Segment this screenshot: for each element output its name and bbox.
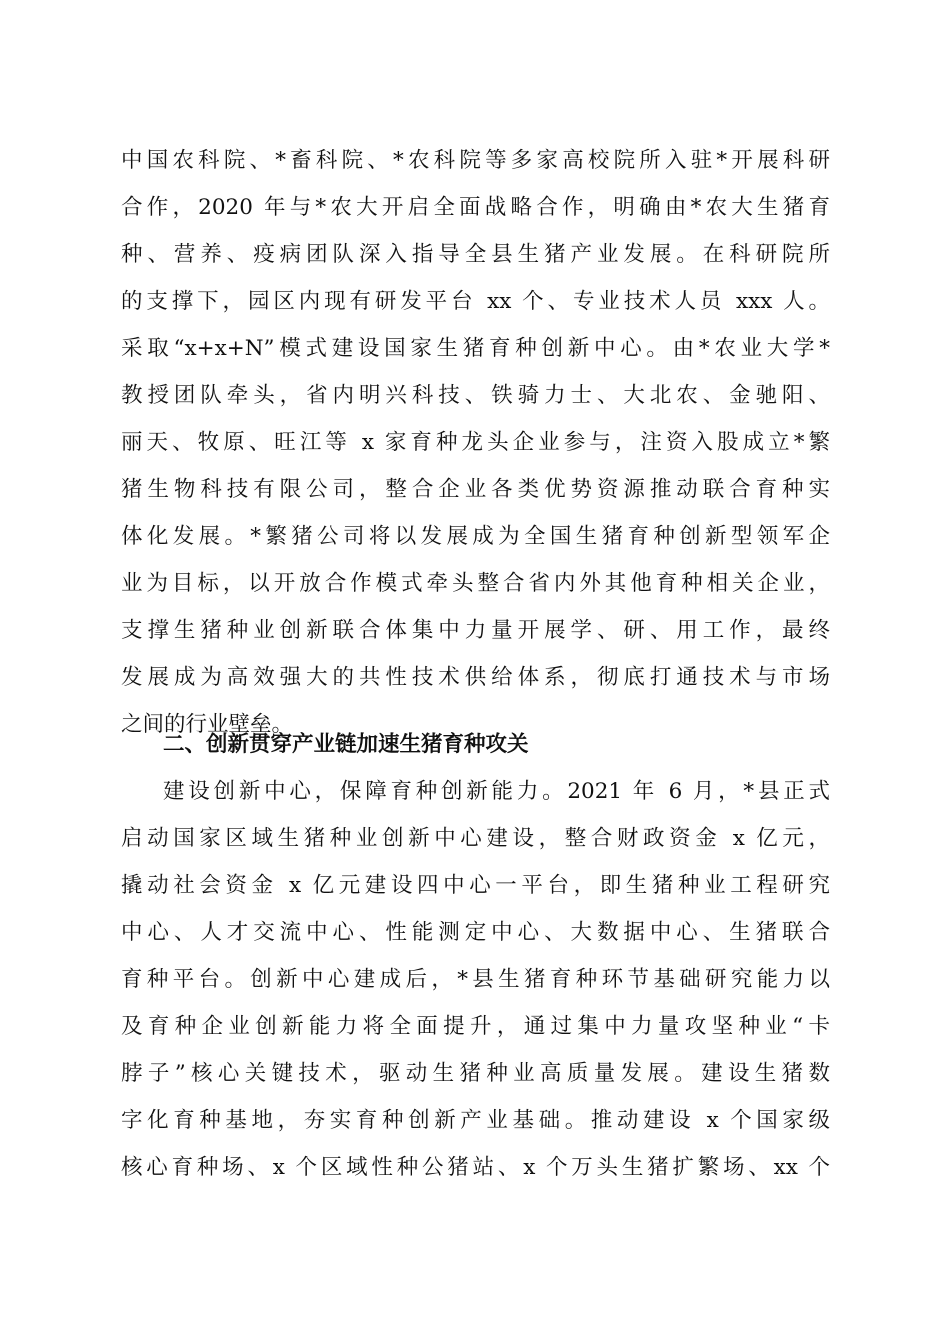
paragraph-2-line-1: 建设创新中心，保障育种创新能力。2021 年 6 月，*县正式 xyxy=(163,779,830,804)
paragraph-2-line-2: 启动国家区域生猪种业创新中心建设，整合财政资金 x 亿元， xyxy=(121,826,830,851)
paragraph-1-line-3: 种、营养、疫病团队深入指导全县生猪产业发展。在科研院所 xyxy=(121,242,830,267)
paragraph-1-line-7: 丽天、牧原、旺江等 x 家育种龙头企业参与，注资入股成立*繁 xyxy=(121,430,830,455)
paragraph-2-line-5: 育种平台。创新中心建成后，*县生猪育种环节基础研究能力以 xyxy=(121,967,830,992)
section-heading: 二、创新贯穿产业链加速生猪育种攻关 xyxy=(163,732,529,757)
paragraph-2-line-9: 核心育种场、x 个区域性种公猪站、x 个万头生猪扩繁场、xx 个 xyxy=(121,1155,830,1180)
paragraph-1-line-6: 教授团队牵头，省内明兴科技、铁骑力士、大北农、金驰阳、 xyxy=(121,383,830,408)
paragraph-1-line-1: 中国农科院、*畜科院、*农科院等多家高校院所入驻*开展科研 xyxy=(121,148,830,173)
paragraph-2-line-7: 脖子”核心关键技术，驱动生猪种业高质量发展。建设生猪数 xyxy=(121,1061,830,1086)
paragraph-1-line-12: 发展成为高效强大的共性技术供给体系，彻底打通技术与市场 xyxy=(121,665,830,690)
paragraph-2-line-8: 字化育种基地，夯实育种创新产业基础。推动建设 x 个国家级 xyxy=(121,1108,830,1133)
paragraph-1-line-8: 猪生物科技有限公司，整合企业各类优势资源推动联合育种实 xyxy=(121,477,830,502)
paragraph-1-line-4: 的支撑下，园区内现有研发平台 xx 个、专业技术人员 xxx 人。 xyxy=(121,289,830,314)
paragraph-2-line-4: 中心、人才交流中心、性能测定中心、大数据中心、生猪联合 xyxy=(121,920,830,945)
paragraph-1-line-13: 之间的行业壁垒。 xyxy=(121,712,294,737)
paragraph-1-line-5: 采取“x+x+N”模式建设国家生猪育种创新中心。由*农业大学* xyxy=(121,336,830,361)
paragraph-1-line-2: 合作，2020 年与*农大开启全面战略合作，明确由*农大生猪育 xyxy=(121,195,830,220)
paragraph-2-line-3: 撬动社会资金 x 亿元建设四中心一平台，即生猪种业工程研究 xyxy=(121,873,830,898)
paragraph-1-line-9: 体化发展。*繁猪公司将以发展成为全国生猪育种创新型领军企 xyxy=(121,524,830,549)
paragraph-1-line-10: 业为目标，以开放合作模式牵头整合省内外其他育种相关企业， xyxy=(121,571,830,596)
paragraph-2-line-6: 及育种企业创新能力将全面提升，通过集中力量攻坚种业“卡 xyxy=(121,1014,830,1039)
paragraph-1-line-11: 支撑生猪种业创新联合体集中力量开展学、研、用工作，最终 xyxy=(121,618,830,643)
